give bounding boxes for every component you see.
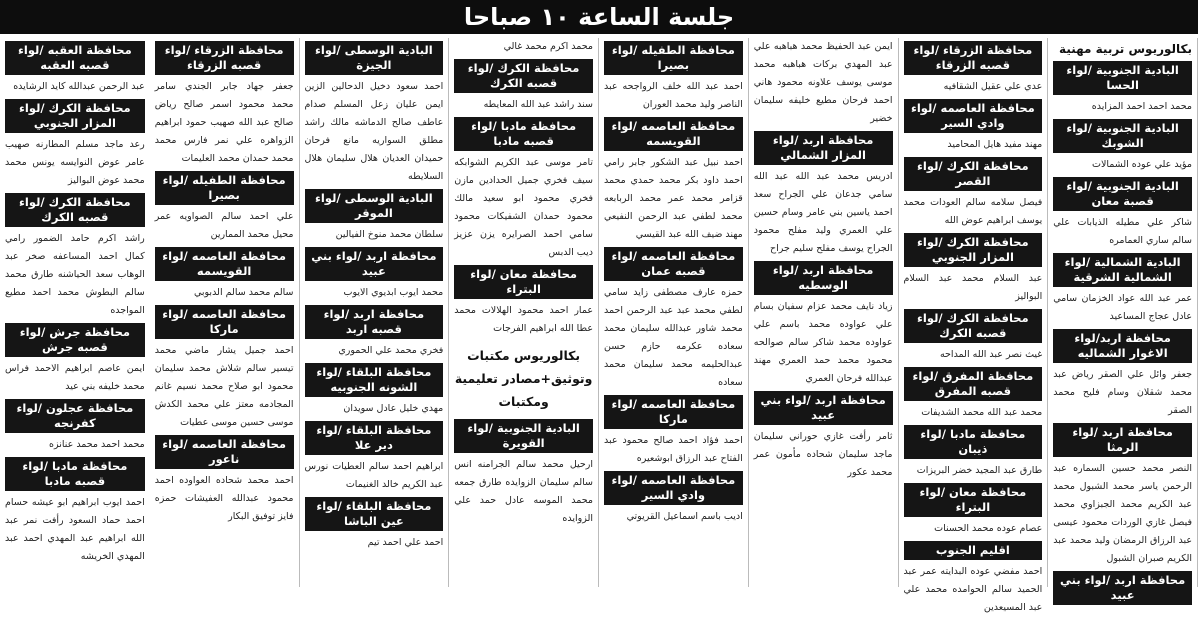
- names-list: اديب باسم اسماعيل القريوتي: [626, 511, 743, 522]
- names-list: احمد مفضي عوده البدايته عمر عبد الحميد سالم الحوامده محمد علي عبد المسيعدين: [903, 566, 1043, 613]
- names-list: عدي علي عقيل الشقافيه: [943, 81, 1043, 92]
- column-4: [599, 38, 749, 587]
- names-list: طارق عبد المجيد خضر البريزات: [916, 465, 1043, 476]
- district-header: البادية الجنوبية /لواء قصبة معان: [1053, 177, 1192, 211]
- degree-heading: بكالوريوس مكتبات وتوثيق+مصادر تعليمية ومكتبات: [454, 348, 593, 409]
- district-header: محافظة الكرك /لواء قصبه الكرك: [5, 193, 145, 227]
- column-8: [0, 38, 150, 587]
- district-header: محافظة اربد /لواء بني عبيد: [305, 247, 444, 281]
- district-header: محافظة العاصمه /لواء ماركا: [604, 395, 743, 429]
- district-header: محافظة مادبا /لواء قصبه مادبا: [5, 457, 145, 491]
- district-header: محافظة الكرك /لواء القصر: [904, 157, 1043, 191]
- district-header: محافظة اربد /لواء بني عبيد: [1053, 571, 1192, 605]
- district-header: محافظة البلقاء /لواء عين الباشا: [305, 497, 444, 531]
- names-list: احمد علي احمد تيم: [367, 537, 444, 548]
- names-list: راشد اكرم حامد الضمور رامي كمال احمد المساعفه صخر عبد الوهاب سعد الحياشنه طارق محمد سالم البطوش محمد احمد مطيع المواجده: [5, 233, 145, 316]
- district-header: محافظة الطفيله /لواء بصيرا: [604, 41, 743, 75]
- district-header: محافظة اربد/لواء الاغوار الشماليه: [1053, 329, 1192, 363]
- district-header: محافظة العاصمه /لواء ناعور: [155, 435, 294, 469]
- district-header: محافظة الكرك /لواء المزار الجنوبي: [5, 99, 145, 133]
- district-header: محافظة مادبا /لواء ذيبان: [904, 425, 1043, 459]
- names-list: جعفر وائل علي الصقر رياض عبد محمد شقلان وسام فليح محمد الصقر: [1053, 369, 1192, 416]
- district-header: البادية الوسطى /لواء الموقر: [305, 189, 444, 223]
- column-3: [749, 38, 899, 587]
- district-header: محافظة اربد /لواء قصبه اربد: [305, 305, 444, 339]
- district-header: محافظة العاصمه /لواء ماركا: [155, 305, 294, 339]
- column-1: [1048, 38, 1198, 602]
- district-header: محافظة العاصمه /لواء وادي السير: [904, 99, 1043, 133]
- district-header: محافظة الطفيله /لواء بصيرا: [155, 171, 294, 205]
- names-list: سند راشد عبد الله المعايطه: [483, 99, 593, 110]
- names-list: احمد محمد شحاده العواوده احمد محمود عبدالله العفيشات حمزه فايز توفيق البكار: [154, 475, 294, 522]
- column-6: [300, 38, 450, 587]
- district-header: محافظة مادبا /لواء قصبه مادبا: [454, 117, 593, 151]
- names-list: احمد ايوب ابراهيم ابو عيشه حسام احمد حماد السعود رأفت نمر عبد الله ابراهيم عبد المهدي احمد عبد المهدي الخريشه: [5, 497, 145, 562]
- names-list: احمد عبد الله خلف الرواجحه عبد الناصر وليد محمد العوران: [604, 81, 743, 110]
- names-list: غيث نصر عبد الله المداحه: [939, 349, 1043, 360]
- names-list: عبد الرحمن عبدالله كايد الرشايده: [13, 81, 145, 92]
- section-heading: بكالوريوس تربية مهنية: [1059, 42, 1192, 56]
- names-list: احمد نبيل عبد الشكور جابر رامي احمد داود بكر محمد حمدي محمد قزامر محمد عمر محمد الربابعه محمد لطفي عبد الرحمن النفيعي مهند ضيف الله عبد القيسي: [604, 157, 743, 240]
- names-list: عصام عوده محمد الحسنات: [934, 523, 1043, 534]
- district-header: اقليم الجنوب: [904, 541, 1043, 560]
- district-header: البادية الشمالية /لواء الشمالية الشرقية: [1053, 253, 1192, 287]
- names-list: ثامر رأفت غازي حوراني سليمان ماجد سليمان شحاده مأمون عمر محمد عكور: [753, 431, 893, 478]
- district-header: محافظة العاصمه /لواء قصبه عمان: [604, 247, 743, 281]
- district-header: محافظة المفرق /لواء قصبه المفرق: [904, 367, 1043, 401]
- names-list: ادريس محمد عبد الله عبد الله سامي جدعان علي الجراح سعد احمد ياسين بني عامر وسام حسين علي العمري وليد مفلح محمود الجراح يوسف مفلح سليم جراح: [753, 171, 893, 254]
- district-header: محافظة اربد /لواء المزار الشمالي: [754, 131, 893, 165]
- names-list: ايمن عاصم ابراهيم الاحمد فراس محمد خليفه بني عيد: [5, 363, 145, 392]
- district-header: محافظة اربد /لواء بني عبيد: [754, 391, 893, 425]
- district-header: محافظة البلقاء /لواء الشونه الجنوبيه: [305, 363, 444, 397]
- column-7: [150, 38, 300, 587]
- district-header: محافظة العاصمه /لواء القويسمه: [604, 117, 743, 151]
- names-list: احمد سعود دخيل الدحالين الزين ايمن عليان زعل المسلم صدام عاطف صالح الدماشه مالك راشد مطلق السواريه مانع فرحان حميدان العديان هلال سليمان هلال السلايطه: [304, 81, 444, 182]
- district-header: محافظة العاصمه /لواء القويسمه: [155, 247, 294, 281]
- district-header: البادية الجنوبية /لواء الشوبك: [1053, 119, 1192, 153]
- district-header: محافظة معان /لواء البتراء: [454, 265, 593, 299]
- names-list: محمد احمد محمد عنانزه: [49, 439, 145, 450]
- district-header: محافظة الزرقاء /لواء قصبه الزرقاء: [904, 41, 1043, 75]
- district-header: البادية الجنوبية /لواء الحسا: [1053, 61, 1192, 95]
- names-list: مؤيد علي عوده الشمالات: [1092, 159, 1192, 170]
- names-list: علي احمد سالم الصواويه عمر محيل محمد الممارين: [154, 211, 294, 240]
- column-2: [899, 38, 1049, 613]
- names-list: النصر محمد حسين السماره عبد الرحمن ياسر محمد الشبول محمد عبد الكريم محمد الجبزاوي محمد فيصل غازي الوردات محمود عيسى عبد الرزاق الرمضان وليد محمد عبد الكريم صبران الشبول: [1053, 463, 1192, 564]
- district-header: محافظة العاصمه /لواء وادي السير: [604, 471, 743, 505]
- district-header: محافظة اربد /لواء الوسطيه: [754, 261, 893, 295]
- columns-container: [0, 38, 1198, 613]
- names-list: محمد احمد احمد المزايده: [1091, 101, 1192, 112]
- names-list: محمد ايوب ابديوي الايوب: [343, 287, 444, 298]
- district-header: محافظة معان /لواء البتراء: [904, 483, 1043, 517]
- district-header: البادية الجنوبية /لواء القويرة: [454, 419, 593, 453]
- names-list: ارحيل محمد سالم الجرامنه انس سالم سليمان الزوايده طارق جمعه محمد الموسه عادل حمد علي الزوايده: [454, 459, 593, 524]
- district-header: البادية الوسطى /لواء الجيزة: [305, 41, 444, 75]
- district-header: محافظة الكرك /لواء قصبه الكرك: [454, 59, 593, 93]
- names-list: فيصل سلامه سالم العودات محمد يوسف ابراهيم عوض الله: [903, 197, 1043, 226]
- names-list: ابراهيم احمد سالم العطيات نورس عبد الكريم خالد الغنيمات: [304, 461, 444, 490]
- names-list: حمزه عارف مصطفى زايد سامي لطفي محمد عبد عبد الرحمن احمد محمد شاور عبدالله سليمان محمد سعاده عكرمه حازم حسن عبدالحليمه محمد سليمان محمد سعاده: [604, 287, 743, 388]
- names-list: سالم محمد سالم الدبوبي: [193, 287, 294, 298]
- names-list: محمد اكرم محمد غالي: [503, 41, 593, 52]
- column-5: [449, 38, 599, 587]
- names-list: تامر موسى عبد الكريم الشوابكه سيف فخري جميل الحدادين مازن فخري محمود ابو سعيد مالك محمود حمدان الشفيكات محمود سامي احمد الصرايره يزن عزيز ديب الدبس: [454, 157, 593, 258]
- district-header: محافظة عجلون /لواء كفرنجه: [5, 399, 145, 433]
- district-header: محافظة العقبه /لواء قصبه العقبه: [5, 41, 145, 75]
- names-list: رعد ماجد مسلم المطارنه صهيب عامر عوض النوايسه يونس محمد محمد عوض البواليز: [5, 139, 145, 186]
- names-list: مهند مفيد هايل المحاميد: [947, 139, 1043, 150]
- district-header: محافظة جرش /لواء قصبه جرش: [5, 323, 145, 357]
- district-header: محافظة البلقاء /لواء دير علا: [305, 421, 444, 455]
- names-list: عمار احمد محمود الهلالات محمد عطا الله ابراهيم الفرجات: [454, 305, 593, 334]
- names-list: ايمن عبد الحفيظ محمد هباهبه علي عبد المهدي بركات هباهبه محمد موسى يوسف علاونه محمود هاني احمد فرحان مطيع خليفه سليمان خضير: [753, 41, 893, 124]
- names-list: احمد فؤاد احمد صالح محمود عبد الفتاح عبد الرزاق ابوشعيره: [604, 435, 743, 464]
- names-list: شاكر علي مطيله الذيابات علي سالم ساري العمامره: [1053, 217, 1192, 246]
- district-header: محافظة الكرك /لواء المزار الجنوبي: [904, 233, 1043, 267]
- district-header: محافظة الكرك /لواء قصبه الكرك: [904, 309, 1043, 343]
- names-list: فخري محمد علي الحموري: [338, 345, 444, 356]
- names-list: مهدي خليل عادل سويدان: [343, 403, 444, 414]
- district-header: محافظة الزرقاء /لواء قصبه الزرقاء: [155, 41, 294, 75]
- names-list: محمد عبد الله محمد الشديفات: [921, 407, 1043, 418]
- names-list: عمر عبد الله عواد الخزمان سامي عادل عجاج المساعيد: [1053, 293, 1192, 322]
- names-list: احمد جميل يشار ماضي محمد تيسير سالم شلاش محمد سليمان محمود ابو صلاح محمد نسيم غانم المجادمه معتز علي محمد الكدش موسى حسين موسى عطيات: [154, 345, 294, 428]
- names-list: زياد نايف محمد عزام سفيان بسام علي عواوده محمد باسم علي عواوده محمد شاكر سالم صوالحه محمود محمد حمد العمري مهند عبدالله فرحان العمري: [753, 301, 893, 384]
- names-list: عبد السلام محمد عبد السلام البواليز: [903, 273, 1043, 302]
- district-header: محافظة اربد /لواء الرمثا: [1053, 423, 1192, 457]
- names-list: سلطان محمد منوخ الفيالين: [335, 229, 444, 240]
- names-list: جعفر جهاد جابر الجندي سامر محمد محمود اسمر صالح رياض صالح عبد الله صهيب حمود ابراهيم الزواهره علي نمر فارس محمد محمد حمدان محمد العليمات: [154, 81, 294, 164]
- session-title-banner: جلسة الساعة ١٠ صباحا: [0, 0, 1198, 34]
